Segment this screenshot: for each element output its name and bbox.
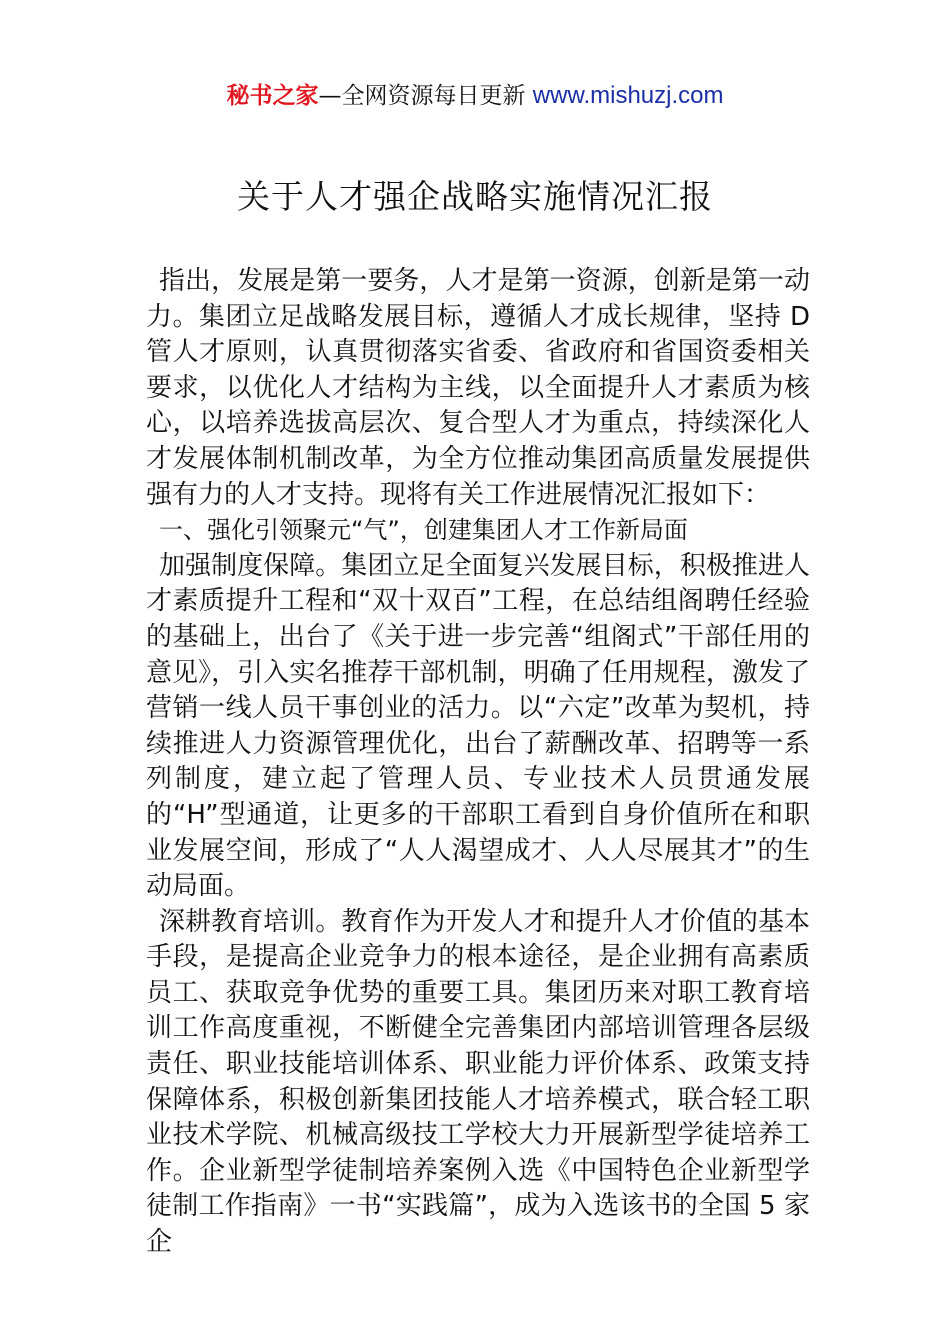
document-title: 关于人才强企战略实施情况汇报 bbox=[237, 177, 713, 216]
site-url-link[interactable]: www.mishuzj.com bbox=[532, 82, 724, 109]
site-header bbox=[0, 80, 950, 112]
header-tagline: —全网资源每日更新 bbox=[318, 83, 533, 109]
section-heading-1: 一、强化引领聚元“气”，创建集团人才工作新局面 bbox=[159, 516, 688, 545]
body-paragraph-institution: 加强制度保障。集团立足全面复兴发展目标，积极推进人才素质提升工程和“双十双百”工程，在总结组阁聘任经验的基础上，出台了《关于进一步完善“组阁式”干部任用的意见》，引入实名推荐干部机制，明确了任用规程，激发了营销一线人员干事创业的活力。以“六定”改革为契机，持续推进人力资源管理优化，出台了薪酬改革、招聘等一系列制度，建立起了管理人员、专业技术人员贯通发展的“H”型通道，让更多的干部职工看到自身价值所在和职业发展空间，形成了“人人渴望成才、人人尽展其才”的生动局面。 bbox=[146, 550, 810, 902]
body-paragraph-training: 深耕教育培训。教育作为开发人才和提升人才价值的基本手段，是提高企业竞争力的根本途径，是企业拥有高素质员工、获取竞争优势的重要工具。集团历来对职工教育培训工作高度重视，不断健全完善集团内部培训管理各层级责任、职业技能培训体系、职业能力评价体系、政策支持保障体系，积极创新集团技能人才培养模式，联合轻工职业技术学院、机械高级技工学校大力开展新型学徒培养工作。企业新型学徒制培养案例入选《中国特色企业新型学徒制工作指南》一书“实践篇”，成为入选该书的全国 5 家企 bbox=[146, 906, 810, 1258]
document-body bbox=[146, 264, 810, 1261]
brand-name: 秘书之家 bbox=[226, 83, 319, 109]
intro-paragraph: 指出，发展是第一要务，人才是第一资源，创新是第一动力。集团立足战略发展目标，遵循人才成长规律，坚持 D管人才原则，认真贯彻落实省委、省政府和省国资委相关要求，以优化人才结构为主线，以全面提升人才素质为核心，以培养选拔高层次、复合型人才为重点，持续深化人才发展体制机制改革，为全方位推动集团高质量发展提供强有力的人才支持。现将有关工作进展情况汇报如下： bbox=[146, 266, 810, 510]
